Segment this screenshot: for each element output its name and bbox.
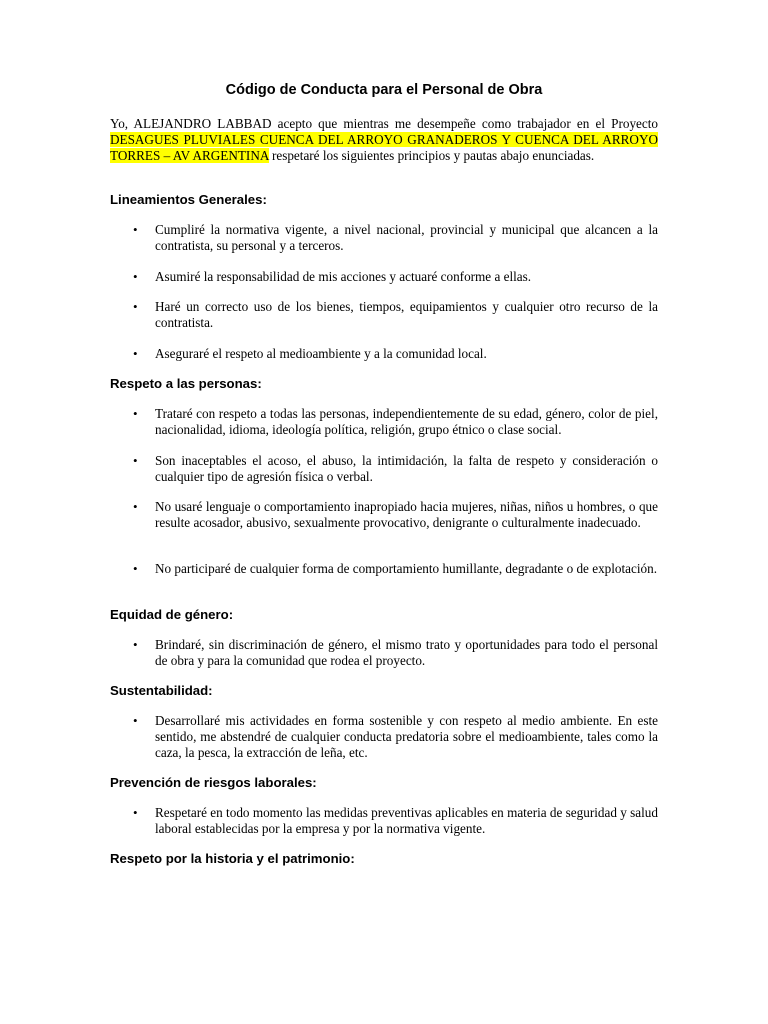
list-item — [110, 406, 658, 438]
list-item — [110, 499, 658, 531]
bullet-icon: • — [133, 222, 138, 237]
project-name-highlight: DESAGUES PLUVIALES CUENCA DEL ARROYO GRANADEROS Y CUENCA DEL ARROYO TORRES – AV ARGENTINA — [110, 131, 658, 163]
bullet-icon: • — [133, 406, 138, 421]
section-heading-sustentabilidad: Sustentabilidad: — [110, 683, 213, 698]
list-item-text: Asumiré la responsabilidad de mis acciones y actuaré conforme a ellas. — [155, 269, 532, 284]
list-item-text: No usaré lenguaje o comportamiento inapropiado hacia mujeres, niñas, niños u hombres, o que resulte acosador, abusivo, sexualmente provocativo, denigrante o culturalmente inadecuado. — [155, 499, 658, 530]
list-item — [110, 222, 658, 254]
section-heading-prevencion-riesgos: Prevención de riesgos laborales: — [110, 775, 317, 790]
section-heading-historia-patrimonio: Respeto por la historia y el patrimonio: — [110, 851, 355, 866]
list-item-text: Haré un correcto uso de los bienes, tiempos, equipamientos y cualquier otro recurso de la contratista. — [155, 299, 658, 330]
list-item-text: Son inaceptables el acoso, el abuso, la intimidación, la falta de respeto y consideración o cualquier tipo de agresión física o verbal. — [155, 453, 658, 484]
list-item — [110, 269, 658, 285]
bullet-icon: • — [133, 269, 138, 284]
list-item-text: Brindaré, sin discriminación de género, el mismo trato y oportunidades para todo el personal de obra y para la comunidad que rodea el proyecto. — [155, 637, 658, 668]
list-item — [110, 637, 658, 669]
bullet-icon: • — [133, 805, 138, 820]
bullet-icon: • — [133, 561, 138, 576]
list-item — [110, 299, 658, 331]
list-item — [110, 713, 658, 760]
list-item-text: No participaré de cualquier forma de comportamiento humillante, degradante o de explotación. — [155, 561, 658, 576]
intro-paragraph — [110, 116, 658, 163]
list-item — [110, 346, 658, 362]
list-item-text: Cumpliré la normativa vigente, a nivel nacional, provincial y municipal que alcancen a la contratista, su personal y a terceros. — [155, 222, 658, 253]
bullet-icon: • — [133, 499, 138, 514]
list-item-text: Trataré con respeto a todas las personas, independientemente de su edad, género, color de piel, nacionalidad, idioma, ideología política, religión, grupo étnico o clase social. — [155, 406, 658, 437]
bullet-icon: • — [133, 713, 138, 728]
intro-text-after: respetaré los siguientes principios y pautas abajo enunciadas. — [268, 147, 595, 163]
section-heading-respeto-personas: Respeto a las personas: — [110, 376, 262, 391]
bullet-icon: • — [133, 453, 138, 468]
document-title: Código de Conducta para el Personal de Obra — [225, 82, 543, 98]
section-heading-equidad-genero: Equidad de género: — [110, 607, 234, 622]
bullet-icon: • — [133, 346, 138, 361]
list-item-text: Desarrollaré mis actividades en forma sostenible y con respeto al medio ambiente. En este sentido, me abstendré de cualquier conducta predatoria sobre el medioambiente, tales como la caza, la pesca, la extracción de leña, etc. — [155, 713, 658, 760]
section-heading-lineamientos: Lineamientos Generales: — [110, 192, 267, 207]
list-item-text: Respetaré en todo momento las medidas preventivas aplicables en materia de seguridad y salud laboral establecidas por la empresa y por la normativa vigente. — [155, 805, 658, 836]
list-item — [110, 561, 658, 577]
bullet-icon: • — [133, 637, 138, 652]
list-item — [110, 805, 658, 837]
intro-text-before: Yo, ALEJANDRO LABBAD acepto que mientras me desempeñe como trabajador en el Proyecto — [110, 116, 658, 131]
list-item-text: Aseguraré el respeto al medioambiente y a la comunidad local. — [155, 346, 487, 361]
list-item — [110, 453, 658, 485]
bullet-icon: • — [133, 299, 138, 314]
